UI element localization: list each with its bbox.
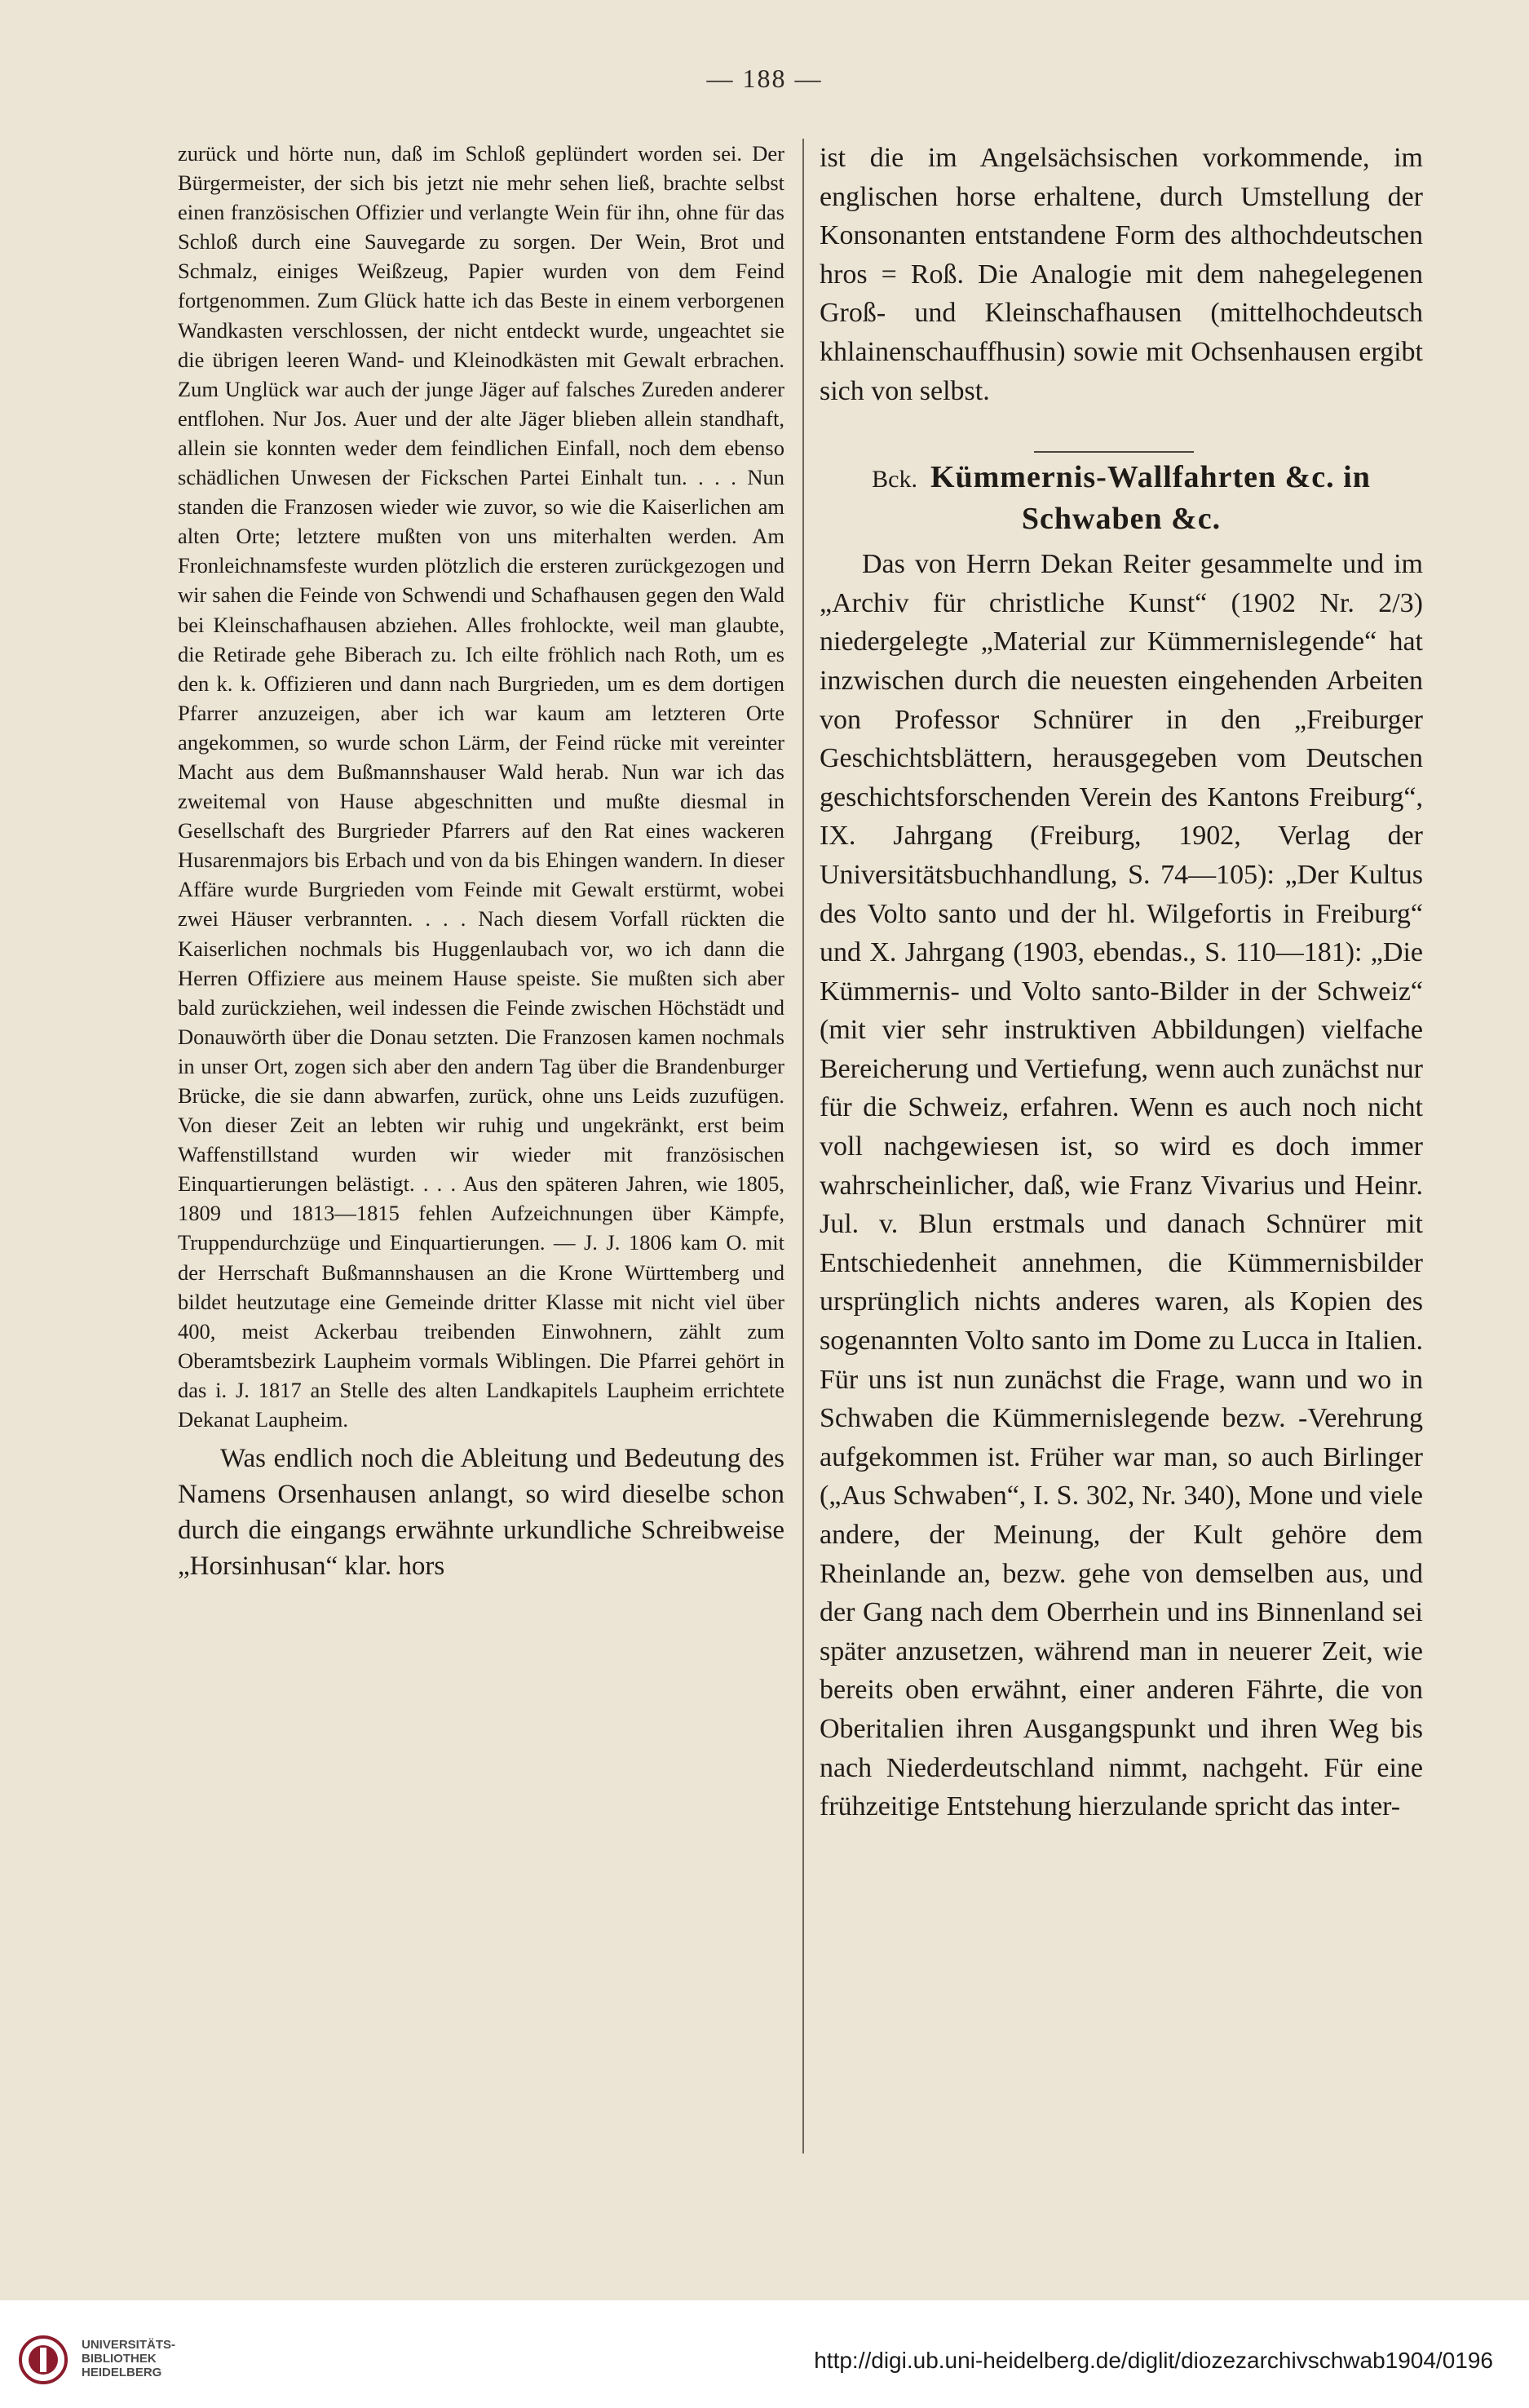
library-name-line2: BIBLIOTHEK	[82, 2352, 157, 2366]
article-heading	[820, 458, 1423, 538]
source-url: http://digi.ub.uni-heidelberg.de/diglit/diozezarchivschwab1904/0196	[814, 2348, 1493, 2373]
article-body: Das von Herrn Dekan Reiter gesammelte und im „Archiv für christliche Kunst“ (1902 Nr. 2/3) niedergelegte „Material zur Kümmernislegende“ hat inzwischen durch die neuesten eingehenden Arbeiten von Professor Schnürer in den „Freiburger Geschichtsblättern, herausgegeben vom Deutschen geschichtsforschenden Verein des Kantons Freiburg“, IX. Jahrgang (Freiburg, 1902, Verlag der Universitätsbuchhandlung, S. 74—105): „Der Kultus des Volto santo und der hl. Wilgefortis in Freiburg“ und X. Jahrgang (1903, ebendas., S. 110—181): „Die Kümmernis- und Volto santo-Bilder in der Schweiz“ (mit vier sehr instruktiven Abbildungen) vielfache Bereicherung und Vertiefung, wenn auch zunächst nur für die Schweiz, erfahren. Wenn es auch noch nicht voll nachgewiesen ist, so wird es doch immer wahrscheinlicher, daß, wie Franz Vivarius und Heinr. Jul. v. Blun erstmals und danach Schnürer mit Entschiedenheit annehmen, die Kümmernisbilder ursprünglich nichts anderes waren, als Kopien des sogenannten Volto santo im Dome zu Lucca in Italien. Für uns ist nun zunächst die Frage, wann und wo in Schwaben die Kümmernislegende bezw. -Verehrung aufgekommen ist. Früher war man, so auch Birlinger („Aus Schwaben“, I. S. 302, Nr. 340), Mone und viele andere, der Meinung, der Kult gehöre dem Rheinlande an, bezw. gehe von demselben aus, und der Gang nach dem Oberrhein und ins Binnenland sei später anzusetzen, während man in neuerer Zeit, wie bereits oben erwähnt, einer anderen Fährte, die von Oberitalien ihren Ausgangspunkt und ihren Weg bis nach Niederdeutschland nimmt, nachgeht. Für eine frühzeitige Entstehung hierzulande spricht das inter-	[820, 549, 1423, 1822]
left-column-closing-paragraph: Was endlich noch die Ableitung und Bedeutung des Namens Orsenhausen anlangt, so wird dieselbe schon durch die eingangs erwähnte urkundliche Schreibweise „Horsinhusan“ klar. hors	[178, 1444, 784, 1582]
left-column-body: zurück und hörte nun, daß im Schloß geplündert worden sei. Der Bürgermeister, der sich bis jetzt nie mehr sehen ließ, brachte selbst einen französischen Offizier und verlangte Wein für ihn, ohne für das Schloß durch eine Sauvegarde zu sorgen. Der Wein, Brot und Schmalz, einiges Weißzeug, Papier wurden von dem Feind fortgenommen. Zum Glück hatte ich das Beste in einem verborgenen Wandkasten verschlossen, der nicht entdeckt wurde, ungeachtet sie die übrigen leeren Wand- und Kleinodkästen mit Gewalt erbrachen. Zum Unglück war auch der junge Jäger auf falsches Zureden anderer entflohen. Nur Jos. Auer und der alte Jäger blieben allein standhaft, allein sie konnten weder dem feindlichen Einfall, noch dem ebenso schädlichen Unwesen der Fickschen Partei Einhalt tun. . . . Nun standen die Franzosen wieder wie zuvor, so wie die Kaiserlichen am alten Orte; letztere mußten von uns miterhalten werden. Am Fronleichnamsfeste wurden plötzlich die ersteren zurückgezogen und wir sahen die Feinde von Schwendi und Schafhausen gegen den Wald bei Kleinschafhausen abziehen. Alles frohlockte, weil man glaubte, die Retirade gehe Biberach zu. Ich eilte fröhlich nach Roth, um es den k. k. Offizieren und dann nach Burgrieden, um es dem dortigen Pfarrer anzuzeigen, aber ich war kaum am letzteren Orte angekommen, so wurde schon Lärm, der Feind rücke mit vereinter Macht aus dem Bußmannshauser Wald herab. Nun war ich das zweitemal von Hause abgeschnitten und mußte diesmal in Gesellschaft des Burgrieder Pfarrers auf den Rat eines wackeren Husarenmajors bis Erbach und von da bis Ehingen wandern. In dieser Affäre wurde Burgrieden vom Feinde mit Gewalt erstürmt, wobei zwei Häuser verbrannten. . . . Nach diesem Vorfall rückten die Kaiserlichen nochmals bis Huggenlaubach vor, wo ich dann die Herren Offiziere aus meinem Hause speiste. Sie mußten sich aber bald zurückziehen, weil indessen die Feinde zwischen Höchstädt und Donauwörth über die Donau setzten. Die Franzosen kamen nochmals in unser Ort, zogen sich aber den andern Tag über die Brandenburger Brücke, die sie dann abwarfen, zurück, ohne uns Leids zuzufügen. Von dieser Zeit an lebten wir ruhig und ungekränkt, erst beim Waffenstillstand wurden wir wieder mit französischen Einquartierungen belästigt. . . . Aus den späteren Jahren, wie 1805, 1809 und 1813—1815 fehlen Aufzeichnungen über Kämpfe, Truppendurchzüge und Einquartierungen. — J. J. 1806 kam O. mit der Herrschaft Bußmannshausen an die Krone Württemberg und bildet heutzutage eine Gemeinde dritter Klasse mit nicht viel über 400, meist Ackerbau treibenden Einwohnern, zählt zum Oberamtsbezirk Laupheim vormals Wiblingen. Die Pfarrei gehört in das i. J. 1817 an Stelle des alten Landkapitels Laupheim errichtete Dekanat Laupheim.	[178, 141, 784, 1432]
right-column-continuation: ist die im Angelsächsischen vorkommende, im englischen horse erhaltene, durch Umstellung der Konsonanten entstandene Form des althochdeutschen hros = Roß. Die Analogie mit dem nahegelegenen Groß- und Kleinschafhausen (mittelhochdeutsch khlainenschauffhusin) sowie mit Ochsenhausen ergibt sich von selbst.	[820, 143, 1423, 406]
column-divider	[802, 139, 804, 2153]
library-name-line1: UNIVERSITÄTS-	[82, 2338, 176, 2352]
university-seal-icon	[18, 2335, 68, 2385]
library-logo-text	[82, 2338, 175, 2379]
article-title: Kümmernis-Wallfahrten &c. in Schwaben &c.	[930, 460, 1371, 537]
left-column	[178, 139, 784, 2153]
page-number: — 188 —	[706, 64, 823, 93]
article-siglum: Bck.	[872, 466, 917, 494]
section-separator-rule	[1034, 451, 1194, 453]
right-column	[820, 139, 1423, 2153]
library-name-line3: HEIDELBERG	[82, 2366, 162, 2379]
